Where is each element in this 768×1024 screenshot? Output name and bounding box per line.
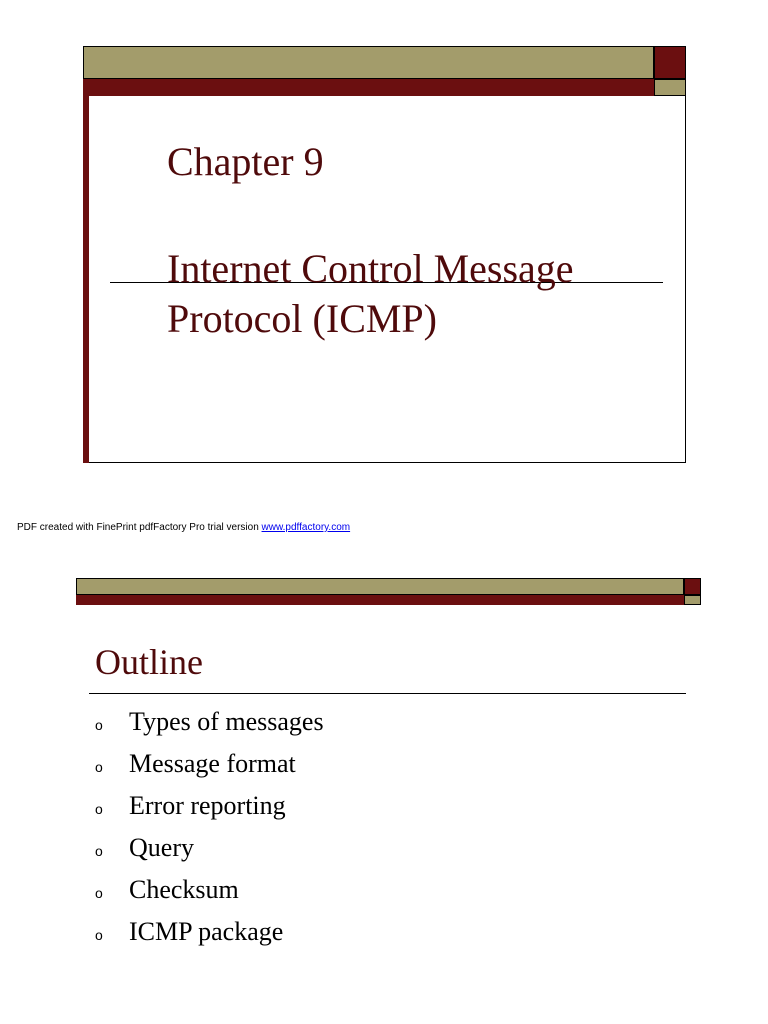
slide-1-left-accent-bar (83, 96, 89, 463)
bullet-icon: o (95, 801, 103, 817)
slide-1-title (167, 244, 574, 344)
bullet-icon: o (95, 717, 103, 733)
pdffactory-link[interactable]: www.pdffactory.com (261, 522, 351, 533)
slide-1-header-olive-bar (83, 46, 654, 79)
slide-2-header-olive-bar (76, 578, 684, 595)
slide-1-corner-square-olive (654, 79, 686, 96)
bullet-icon: o (95, 759, 103, 775)
bullet-icon: o (95, 927, 103, 943)
pdf-creator-note (17, 522, 350, 533)
chapter-heading: Chapter 9 (167, 139, 324, 184)
outline-rule (89, 693, 686, 694)
list-item-label: Error reporting (129, 791, 286, 820)
slide-1-corner-square-dark (654, 46, 686, 79)
title-line-1: Internet Control Message (167, 246, 574, 291)
slide-1-header-maroon-bar (83, 79, 654, 96)
slide-2-corner-square-dark (684, 578, 701, 595)
pdf-creator-text: PDF created with FinePrint pdfFactory Pro trial version (17, 522, 262, 533)
slide-2-header-maroon-bar (76, 595, 684, 605)
outline-heading: Outline (95, 642, 203, 682)
bullet-icon: o (95, 843, 103, 859)
list-item-label: ICMP package (129, 917, 284, 946)
slide-2-corner-square-olive (684, 595, 701, 605)
bullet-icon: o (95, 885, 103, 901)
list-item-label: Checksum (129, 875, 239, 904)
list-item-label: Query (129, 833, 194, 862)
list-item-label: Types of messages (129, 707, 324, 736)
list-item-label: Message format (129, 749, 296, 778)
title-line-2: Protocol (ICMP) (167, 296, 437, 341)
